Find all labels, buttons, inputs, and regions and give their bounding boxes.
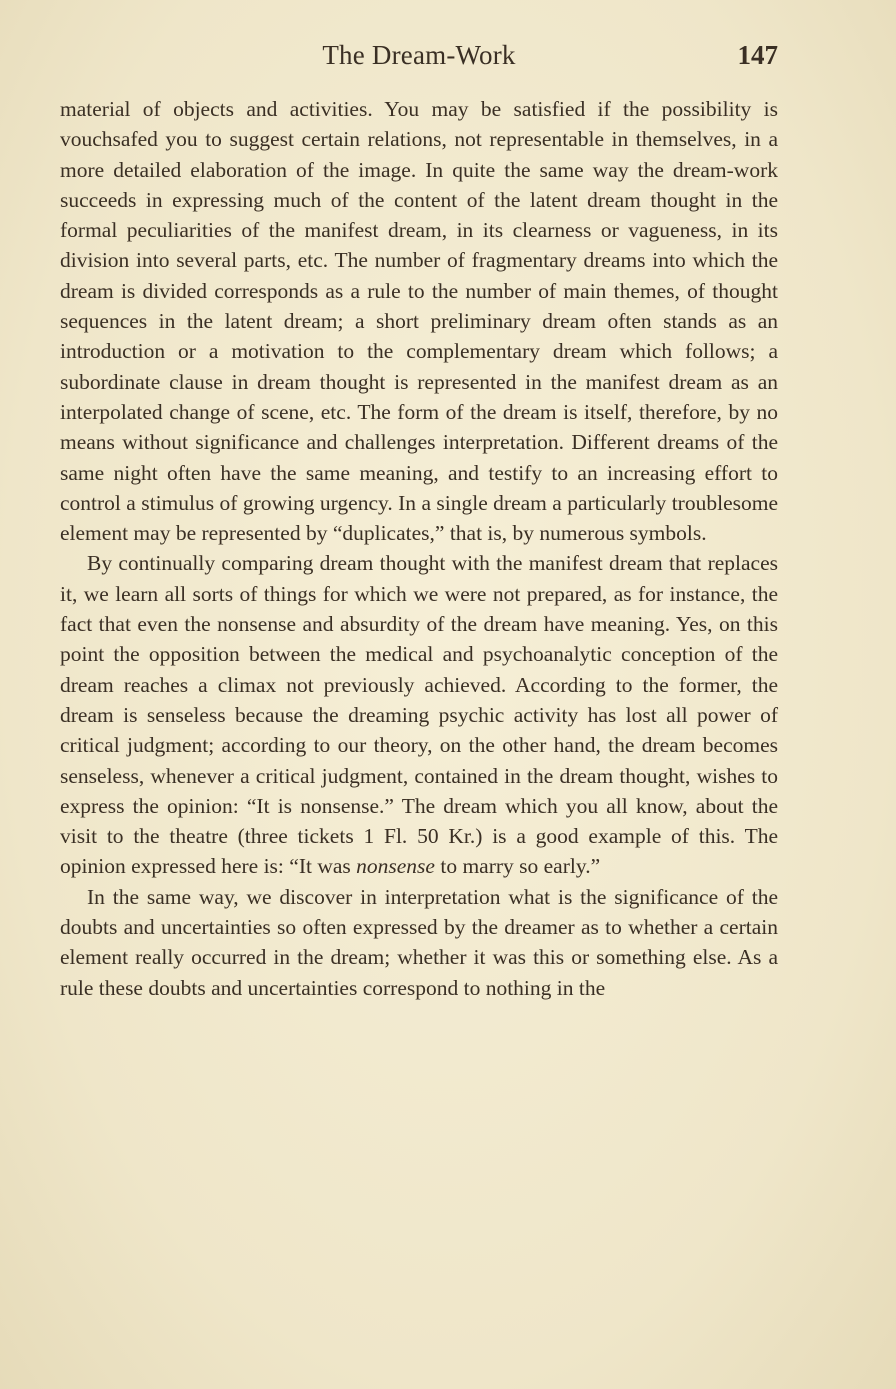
paragraph-1: material of objects and activities. You may be satisfied if the possibility is vouchsafed you to suggest certain relations, not representable in themselves, in a more detailed elaboration of the image. In quite the same way the dream-work succeeds in expressing much of the content of the latent dream thought in the formal peculiarities of the manifest dream, in its clearness or vagueness, in its division into several parts, etc. The number of fragmentary dreams into which the dream is divided corresponds as a rule to the number of main themes, of thought sequences in the latent dream; a short preliminary dream often stands as an introduction or a motivation to the complementary dream which follows; a subordinate clause in dream thought is represented in the manifest dream as an interpolated change of scene, etc. The form of the dream is itself, therefore, by no means without significance and challenges interpretation. Different dreams of the same night often have the same meaning, and testify to an increasing effort to control a stimulus of growing urgency. In a single dream a particularly troublesome element may be represented by “duplicates,” that is, by numerous symbols.	[60, 97, 778, 546]
paragraph-2-text-before: By continually comparing dream thought with the manifest dream that replaces it, we learn all sorts of things for which we were not prepared, as for instance, the fact that even the nonsense and absurdity of the dream have meaning. Yes, on this point the opposition between the medical and psychoanalytic conception of the dream reaches a climax not previously achieved. According to the former, the dream is senseless because the dreaming psychic activity has lost all power of critical judgment; according to our theory, on the other hand, the dream becomes senseless, whenever a critical judgment, contained in the dream thought, wishes to express the opinion: “It is nonsense.” The dream which you all know, about the visit to the theatre (three tickets 1 Fl. 50 Kr.) is a good example of this. The opinion expressed here is: “It was	[60, 551, 778, 879]
paragraph-2	[60, 548, 778, 881]
paragraph-2-text-after: to marry so early.”	[434, 854, 601, 879]
paragraph-2-emphasis: nonsense	[356, 854, 435, 879]
body-text	[60, 94, 778, 1003]
page-number: 147	[737, 40, 778, 70]
running-title: The Dream-Work	[322, 40, 516, 70]
paragraph-3: In the same way, we discover in interpretation what is the significance of the doubts and uncertainties so often expressed by the dreamer as to whether a certain element really occurred in the dream; whether it was this or something else. As a rule these doubts and uncertainties correspond to nothing in the	[60, 884, 778, 1000]
running-head	[60, 40, 778, 80]
